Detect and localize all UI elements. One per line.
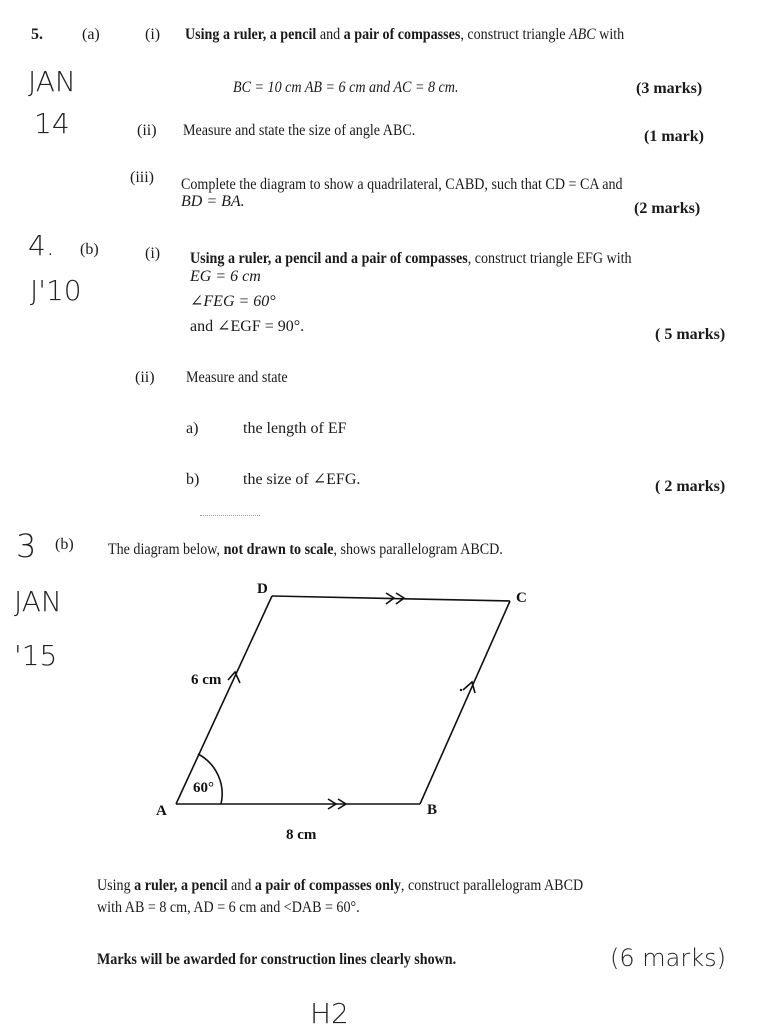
angle-label: 60°	[193, 780, 214, 796]
arrow-bc	[463, 682, 475, 693]
q5-i-bold-1: Using a ruler, a pencil	[185, 26, 317, 43]
angle-arc	[198, 754, 222, 804]
q4-i-rest: , construct triangle EFG with	[467, 250, 632, 267]
q5-ii-marks: (1 mark)	[644, 128, 704, 145]
side-da	[176, 596, 272, 804]
handwritten-4: 4.	[28, 229, 55, 262]
side-ad-label: 6 cm	[191, 672, 222, 688]
handwritten-14: 14	[34, 107, 70, 140]
page-number-handwritten: H2	[310, 997, 349, 1030]
vertex-b-label: B	[427, 802, 438, 818]
q4-a-label: a)	[186, 420, 199, 437]
q4-ii-label: (ii)	[135, 369, 155, 386]
handwritten-jan-15: JAN	[14, 585, 62, 618]
q5-i-label: (i)	[145, 26, 161, 43]
q5-iii-line2: BD = BA.	[181, 193, 245, 210]
q4-ii-text: Measure and state	[186, 369, 288, 386]
q4-feg: ∠FEG = 60°	[190, 293, 276, 310]
handwritten-j10: J'10	[30, 274, 82, 307]
q4-ii-marks: ( 2 marks)	[655, 478, 726, 495]
q4-i-label: (i)	[145, 245, 161, 262]
question-5-number: 5.	[31, 26, 43, 43]
q5-i-with: with	[595, 26, 625, 43]
q5-i-marks: (3 marks)	[636, 80, 703, 97]
q5-i-triangle: ABC	[569, 26, 596, 43]
q4-i-bold: Using a ruler, a pencil and a pair of compasses	[190, 250, 468, 267]
vertex-c-label: C	[516, 590, 527, 606]
q4-part: (b)	[80, 241, 99, 258]
q5-measures: BC = 10 cm AB = 6 cm and AC = 8 cm.	[233, 79, 459, 96]
q5-ii-text: Measure and state the size of angle ABC.	[183, 122, 416, 139]
q5-iii-label: (iii)	[130, 169, 154, 186]
side-bc	[420, 601, 510, 804]
q4-b-label: b)	[186, 471, 200, 488]
q3-instr-line2: with AB = 8 cm, AD = 6 cm and <DAB = 60°.	[97, 899, 360, 916]
vertex-a-label: A	[156, 803, 167, 819]
q3-part: (b)	[55, 536, 74, 553]
q4-i-marks: ( 5 marks)	[655, 326, 726, 343]
q3-intro: The diagram below, not drawn to scale, shows parallelogram ABCD.	[108, 541, 503, 558]
q3-note: Marks will be awarded for construction lines clearly shown.	[97, 951, 457, 968]
handwritten-3: 3	[16, 527, 37, 565]
q4-eg: EG = 6 cm	[190, 268, 261, 285]
q5-iii-marks: (2 marks)	[634, 200, 701, 217]
handwritten-15: '15	[14, 639, 58, 672]
q3-instr-line1: Using a ruler, a pencil and a pair of compasses only, construct parallelogram ABCD	[97, 877, 584, 894]
q5-i-and: and	[316, 26, 344, 43]
q5-i-suffix: , construct triangle	[460, 26, 570, 43]
q5-ii-label: (ii)	[137, 122, 157, 139]
q4-b-text: the size of ∠EFG.	[243, 471, 361, 488]
mark-dot	[460, 689, 462, 691]
vertex-d-label: D	[257, 581, 268, 597]
handwritten-6-marks: (6 marks)	[610, 944, 726, 972]
handwritten-jan: JAN	[28, 65, 76, 98]
q5-i-bold-2: a pair of compasses	[343, 26, 461, 43]
q4-a-text: the length of EF	[243, 420, 347, 437]
side-ab-label: 8 cm	[286, 827, 317, 843]
q4-egf: and ∠EGF = 90°.	[190, 318, 305, 335]
question-5-part: (a)	[82, 26, 100, 43]
q5-iii-line1: Complete the diagram to show a quadrilateral, CABD, such that CD = CA and	[181, 176, 623, 193]
